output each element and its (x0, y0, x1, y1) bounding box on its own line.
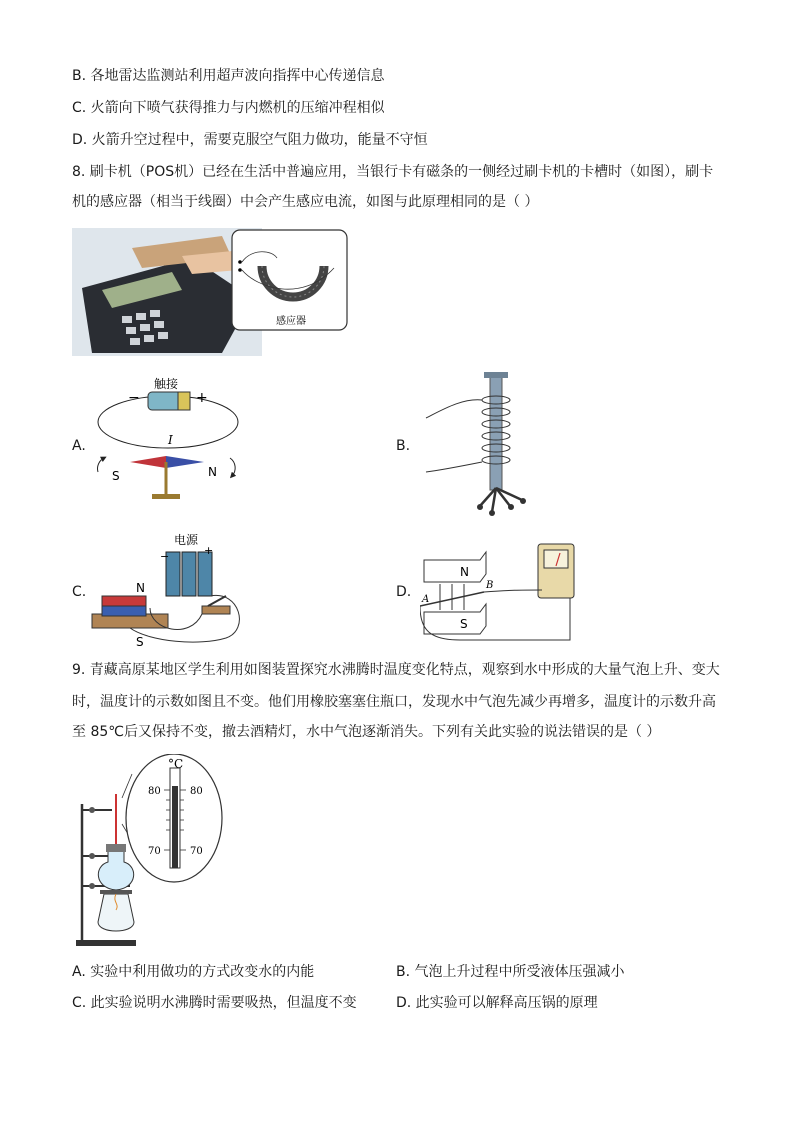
plus-sign: + (204, 544, 214, 557)
option-c-figure (90, 530, 250, 650)
contact-label: 触接 (154, 377, 179, 391)
label-a: A (422, 594, 430, 605)
minus-sign: − (160, 550, 170, 563)
tick-70-left: 70 (148, 846, 161, 857)
label-n: N (208, 465, 217, 479)
q9-option-a: A. 实验中利用做功的方式改变水的内能 (72, 964, 315, 980)
wire-top (426, 400, 482, 418)
magnet-s (102, 606, 146, 616)
pos-machine-figure (72, 228, 362, 358)
mercury-column (172, 786, 178, 868)
q7-option-d: D. 火箭升空过程中，需要克服空气阻力做功，能量不守恒 (72, 132, 428, 148)
label-s: S (112, 469, 120, 483)
tick-70-right: 70 (190, 846, 203, 857)
tick-80-right: 80 (190, 786, 203, 797)
q9-stem-line3: 至 85℃后又保持不变，撤去酒精灯，水中气泡逐渐消失。下列有关此实验的说法错误的是（ ） (72, 724, 661, 740)
q8-option-b-label: B. (396, 438, 411, 454)
magnet-top (424, 552, 486, 582)
label-b: B (486, 580, 494, 591)
sensor-inset (232, 230, 347, 330)
q9-option-b: B. 气泡上升过程中所受液体压强减小 (396, 964, 625, 980)
plus-sign: + (196, 390, 208, 406)
needle-s (130, 456, 166, 468)
stand-base (76, 940, 136, 946)
needle-n (166, 456, 204, 468)
option-d-figure (420, 540, 580, 648)
label-n: N (460, 565, 469, 579)
q7-option-b: B. 各地雷达监测站利用超声波向指挥中心传递信息 (72, 68, 385, 84)
q9-stem-line2: 时，温度计的示数如图且不变。他们用橡胶塞塞住瓶口，发现水中气泡先减少再增多，温度计的示数升高 (72, 694, 716, 710)
q8-option-a-label: A. (72, 438, 86, 454)
minus-sign: − (128, 390, 140, 406)
battery-pack (166, 552, 212, 596)
tick-80-left: 80 (148, 786, 161, 797)
nails (480, 488, 522, 512)
label-s: S (136, 635, 144, 649)
option-b-figure (422, 370, 552, 518)
q7-option-c: C. 火箭向下喷气获得推力与内燃机的压缩冲程相似 (72, 100, 385, 116)
q8-option-d-label: D. (396, 584, 412, 600)
magnet-n (102, 596, 146, 606)
flask (98, 852, 133, 890)
wire-gauze (100, 890, 132, 894)
q9-stem-line1: 9. 青藏高原某地区学生利用如图装置探究水沸腾时温度变化特点，观察到水中形成的大量气泡上升、变大 (72, 662, 720, 678)
label-s: S (460, 617, 468, 631)
unit-label: °C (168, 757, 184, 771)
option-a-figure (90, 372, 250, 510)
boiling-apparatus-figure (72, 754, 232, 950)
alcohol-lamp (98, 894, 134, 931)
magnet-bottom (424, 604, 486, 634)
q9-option-d: D. 此实验可以解释高压锅的原理 (396, 995, 598, 1011)
sensor-label: 感应器 (276, 316, 306, 327)
q8-stem-line1: 8. 刷卡机（POS机）已经在生活中普遍应用，当银行卡有磁条的一侧经过刷卡机的卡槽时（如图），刷卡 (72, 164, 714, 180)
q8-option-c-label: C. (72, 584, 87, 600)
q8-stem-line2: 机的感应器（相当于线圈）中会产生感应电流，如图与此原理相同的是（ ） (72, 194, 539, 210)
label-n: N (136, 581, 145, 595)
switch (202, 606, 230, 614)
wire-bottom (426, 462, 482, 472)
power-label: 电源 (174, 533, 199, 547)
current-label: I (168, 433, 173, 447)
q9-option-c: C. 此实验说明水沸腾时需要吸热，但温度不变 (72, 995, 357, 1011)
